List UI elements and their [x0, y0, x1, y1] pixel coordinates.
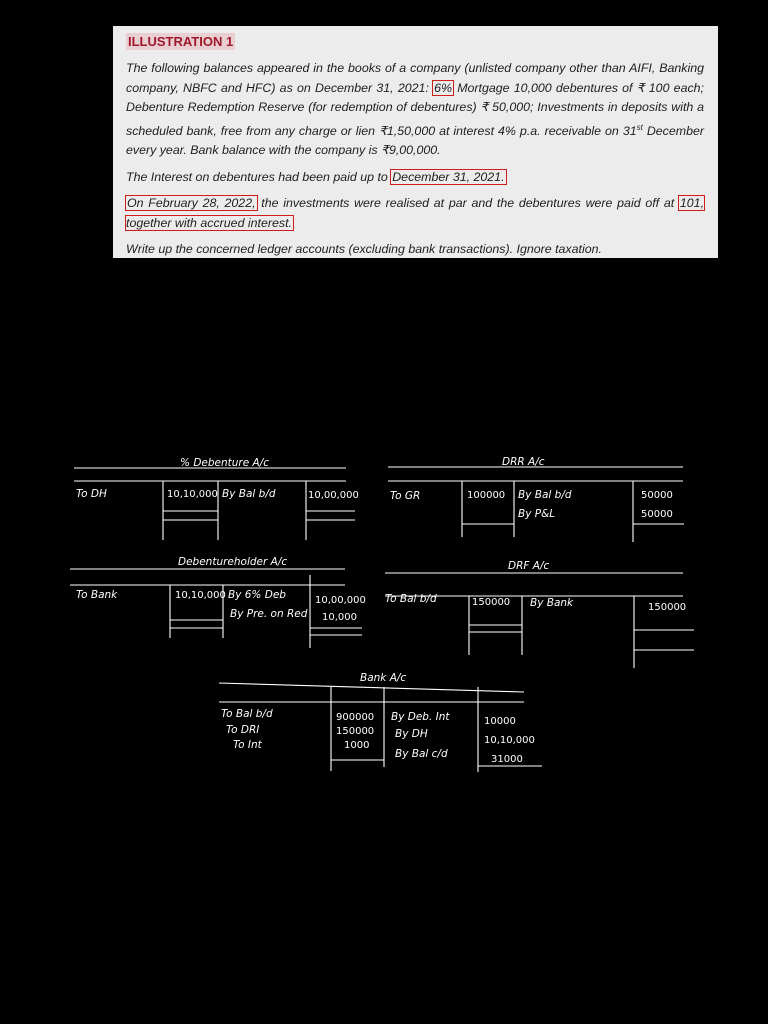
svg-text:900000: 900000 [336, 712, 375, 723]
paragraph-instruction: Write up the concerned ledger accounts (excluding bank transactions). Ignore taxation. [126, 242, 602, 257]
svg-text:31000: 31000 [491, 754, 523, 765]
svg-text:By Bal c/d: By Bal c/d [395, 748, 448, 760]
svg-text:150000: 150000 [472, 597, 511, 608]
svg-text:10000: 10000 [484, 716, 516, 727]
svg-text:10,00,000: 10,00,000 [308, 490, 359, 501]
svg-text:10,00,000: 10,00,000 [315, 595, 366, 606]
ledger-debentureholder [70, 556, 366, 648]
svg-text:By Bank: By Bank [530, 597, 574, 609]
svg-text:By Bal b/d: By Bal b/d [222, 488, 276, 500]
svg-text:By P&L: By P&L [518, 508, 556, 520]
svg-text:Debentureholder A/c: Debentureholder A/c [178, 556, 288, 568]
svg-text:To GR: To GR [390, 490, 421, 502]
highlight-date: December 31, 2021. [392, 169, 505, 184]
svg-text:DRF A/c: DRF A/c [508, 560, 550, 572]
svg-text:By Bal b/d: By Bal b/d [518, 489, 572, 501]
ledger-bank [219, 672, 542, 772]
svg-text:100000: 100000 [467, 490, 506, 501]
svg-text:To Bal b/d: To Bal b/d [385, 593, 437, 605]
highlight-redemption-price: 101, together with accrued interest. [126, 196, 705, 230]
paragraph-balances: The following balances appeared in the books of a company (unlisted company other than AIFI, Banking company, NBFC and HFC) as on December 31, 2021: 6% Mortgage 10,000 debentures of ₹ 100 each; Debenture Redemption Reserve (for redemption of debentures) ₹ 50,000; Investments in deposits with a scheduled bank, free from any charge or lien ₹1,50,000 at interest 4% p.a. receivable on 31st December every year. Bank balance with the company is ₹9,00,000. [126, 61, 704, 158]
svg-text:10,10,000: 10,10,000 [484, 735, 535, 746]
svg-text:To Bank: To Bank [76, 589, 118, 601]
highlight-redemption-date: On February 28, 2022, [127, 196, 256, 211]
ledger-debenture [74, 457, 359, 540]
svg-text:150000: 150000 [336, 726, 375, 737]
svg-text:To Int: To Int [233, 739, 262, 751]
svg-text:By DH: By DH [395, 728, 428, 740]
svg-text:1000: 1000 [344, 740, 370, 751]
paragraph-redemption: On February 28, 2022, the investments were realised at par and the debentures were paid off at 101, together with accrued interest. [126, 196, 705, 230]
svg-text:To DRI: To DRI [226, 724, 260, 736]
ledger-title: % Debenture A/c [180, 457, 270, 469]
svg-text:10,10,000: 10,10,000 [167, 489, 218, 500]
svg-text:50000: 50000 [641, 490, 673, 501]
svg-text:By Pre. on Red: By Pre. on Red [230, 608, 308, 620]
svg-text:By Deb. Int: By Deb. Int [391, 711, 450, 723]
svg-text:10,000: 10,000 [322, 612, 357, 623]
svg-text:10,10,000: 10,10,000 [175, 590, 226, 601]
svg-text:To Bal b/d: To Bal b/d [221, 708, 273, 720]
ledger-drf [385, 560, 694, 668]
paragraph-interest: The Interest on debentures had been paid up to December 31, 2021. [126, 169, 505, 184]
svg-text:To DH: To DH [76, 488, 107, 500]
illustration-title: ILLUSTRATION 1 [128, 34, 234, 49]
svg-text:By 6% Deb: By 6% Deb [228, 589, 286, 601]
svg-text:DRR A/c: DRR A/c [502, 456, 545, 468]
svg-text:Bank A/c: Bank A/c [360, 672, 407, 684]
highlight-rate: 6% [434, 80, 452, 95]
svg-text:50000: 50000 [641, 509, 673, 520]
ledger-drr [388, 456, 684, 542]
svg-text:150000: 150000 [648, 602, 687, 613]
